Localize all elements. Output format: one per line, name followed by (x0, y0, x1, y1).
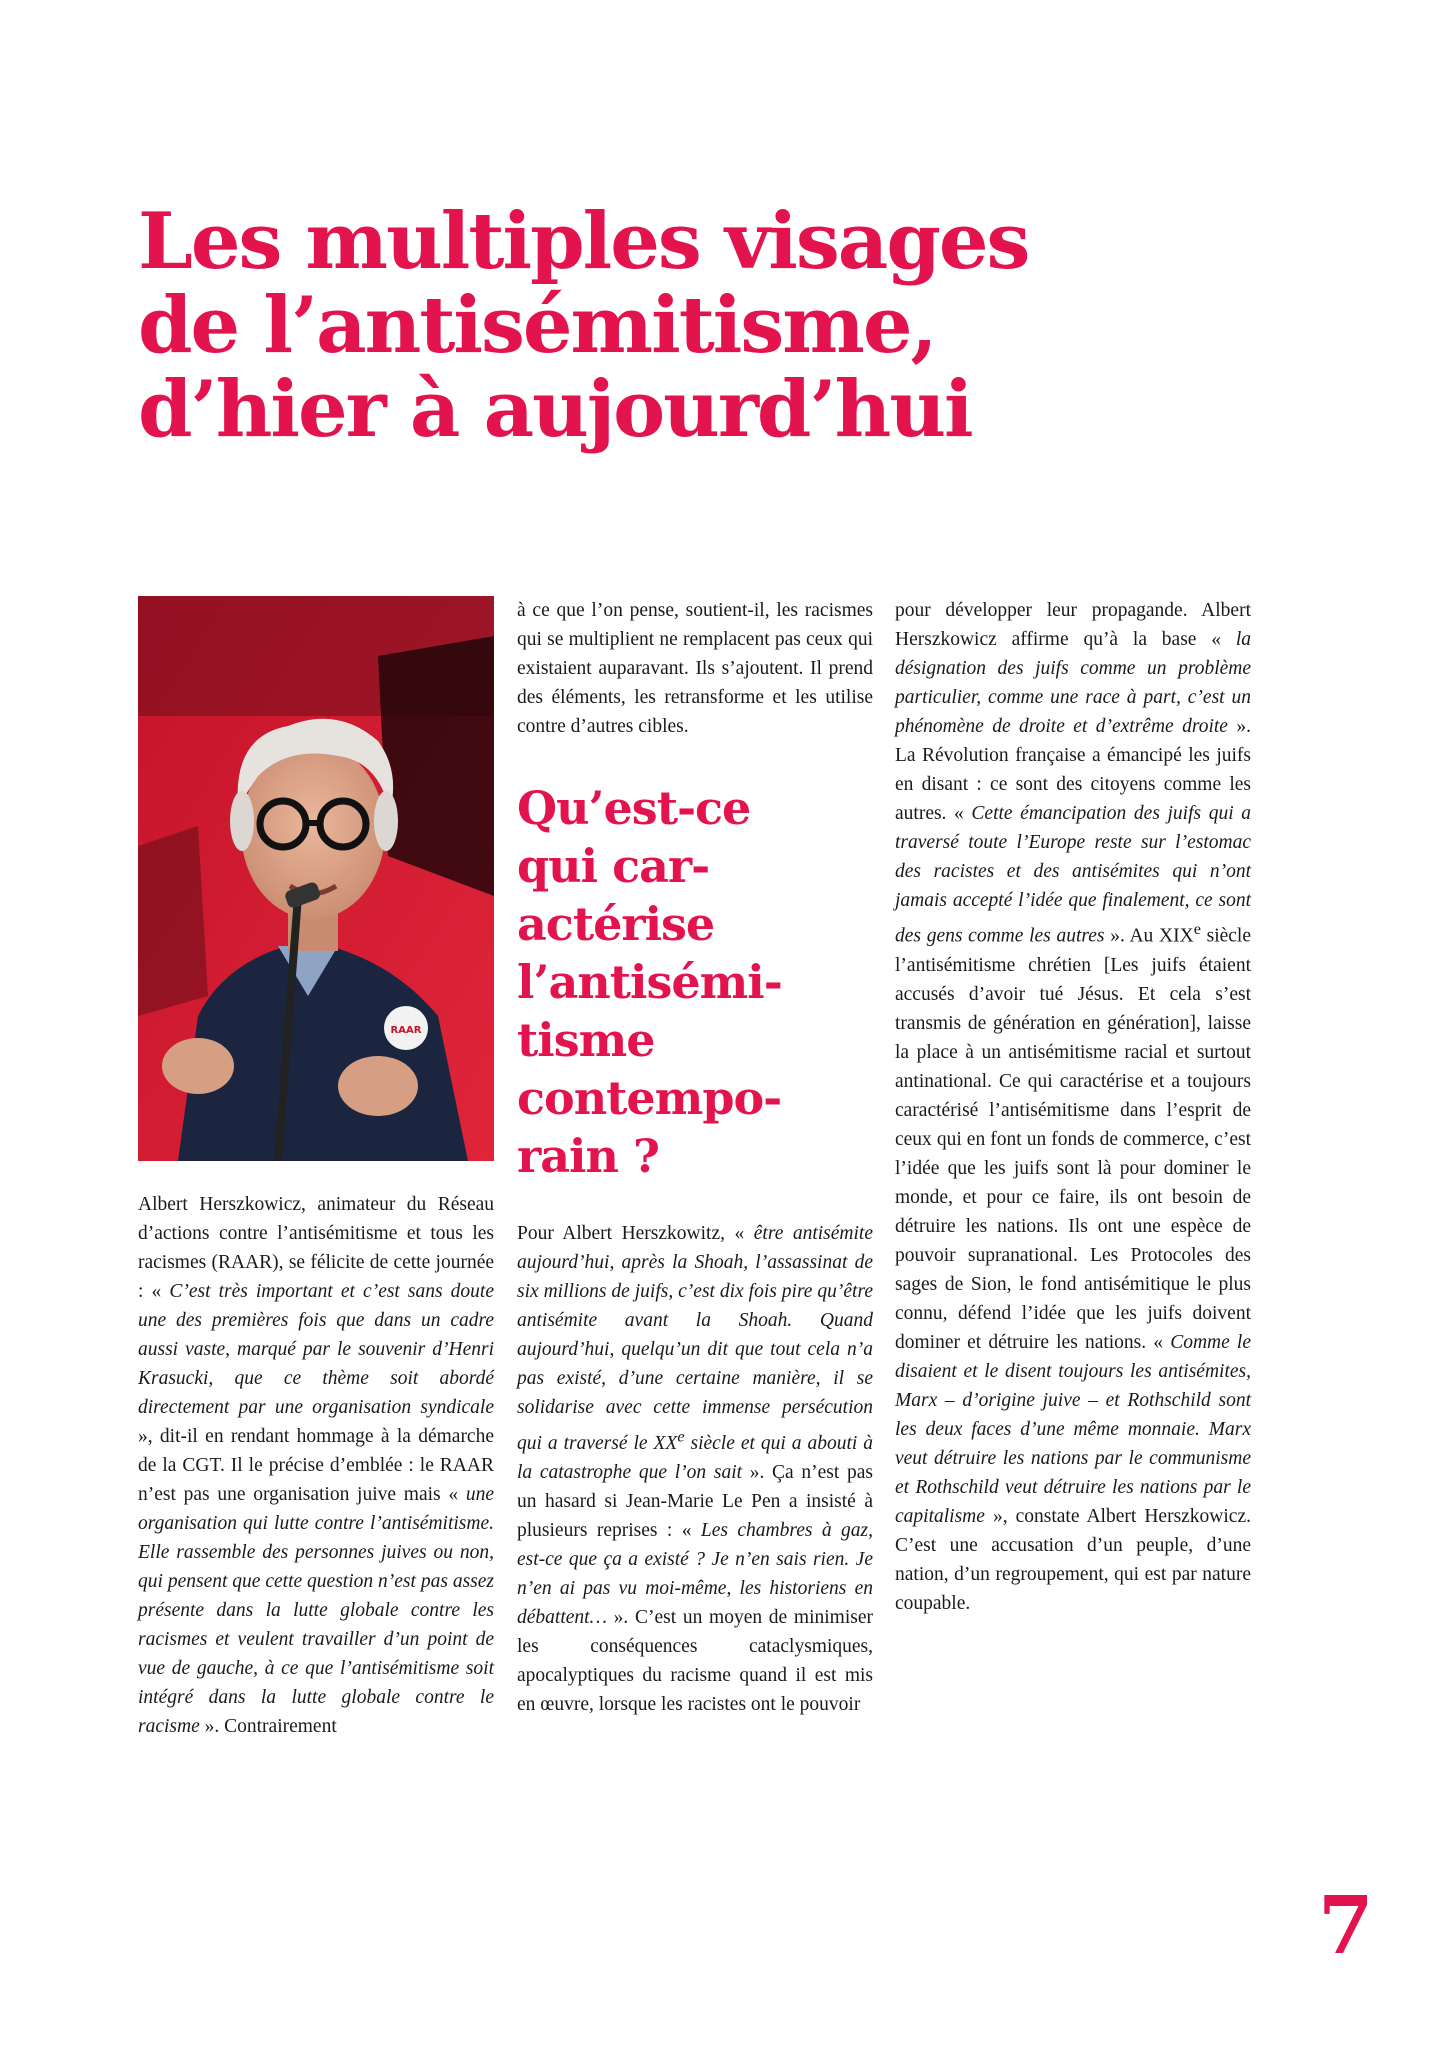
text-run: ». La Révolution française a émancipé les juifs en disant : ce sont des citoyens comme les autres. « (895, 716, 1251, 824)
article-column-1 (138, 1190, 494, 1741)
subheading-line: tisme (517, 1013, 655, 1067)
superscript: e (677, 1427, 685, 1445)
subheading-line: contempo- (517, 1071, 782, 1125)
article-title (138, 196, 1338, 455)
quote-run: C’est très important et c’est sans doute une des premières fois que dans un cadre aussi vaste, marqué par le souvenir d’Henri Krasucki, que ce thème soit abordé directement par une organisation syndicale (138, 1281, 495, 1418)
superscript: e (1193, 920, 1201, 938)
quote-run: Comme le disaient et le disent toujours les antisémites, Marx – d’origine juive – et Rothschild sont les deux faces d’une même monnaie. Marx veut détruire les nations par le communisme et Rothschild veut détruire les nations par le capitalisme (895, 1331, 1251, 1527)
quote-run: la désignation des juifs comme un problème particulier, comme une race à part, c’est un phénomène de droite et d’extrême droite (895, 629, 1251, 737)
badge-text: RAAR (390, 1025, 422, 1036)
quote-text: être antisémite aujourd’hui, après la Shoah, l’assassinat de six millions de juifs, c’est dix fois pire qu’être antisémite avant la Shoah. Quand aujourd’hui, quelqu’un dit que tout cela n’a pas existé, d’une certaine manière, il se solidarise avec cette immense persécution qui a traversé le XX (517, 1223, 873, 1454)
article-column-2 (517, 596, 873, 1719)
quote-run (517, 1223, 873, 1483)
text-run: ». C’est un moyen de minimiser les conséquences cataclysmiques, apocalyptiques du racisme quand il est mis en œuvre, lorsque les racistes ont le pouvoir (517, 1606, 873, 1715)
paragraph-body (517, 1219, 873, 1719)
subheading-line: rain ? (517, 1129, 659, 1183)
page-number: 7 (1318, 1878, 1374, 1972)
text-run: », dit-il en rendant hommage à la démarche de la CGT. Il le précise d’emblée : le RAAR n’est pas une organisation juive mais « (138, 1426, 494, 1505)
text-run: ». Au XIX (1104, 925, 1194, 947)
quote-run: Cette émancipation des juifs qui a traversé toute l’Europe reste sur l’estomac des racistes et des antisémites qui n’ont jamais accepté l’idée que finalement, ce sont des gens comme les autres (895, 803, 1251, 947)
title-line-3: d’hier à aujourd’hui (138, 364, 972, 455)
text-run: siècle l’antisémitisme chrétien [Les juifs étaient accusés d’avoir tué Jésus. Et cela s’est transmis de génération en génération], laisse la place à un antisémitisme racial et surtout antinational. Ce qui caractérise et a toujours caractérisé l’antisémitisme dans l’esprit de ceux qui en font un fonds de commerce, c’est l’idée que les juifs sont là pour dominer le monde, et pour ce faire, ils ont besoin de détruire les nations. Ils ont une espèce de pouvoir supranational. Les Protocoles des sages de Sion, le fond antisémitique le plus connu, défend l’idée que les juifs doivent dominer et détruire les nations. « (895, 925, 1252, 1353)
title-line-1: Les multiples visages (138, 196, 1029, 287)
speaker-photo (138, 596, 494, 1161)
subheading-line: qui car- (517, 839, 710, 893)
paragraph-body (895, 596, 1251, 1618)
subheading-line: l’antisémi- (517, 955, 782, 1009)
paragraph-continued: à ce que l’on pense, soutient-il, les racismes qui se multiplient ne remplacent pas ceux qui existaient auparavant. Ils s’ajoutent. Il prend des éléments, les retransforme et les utilise contre d’autres cibles. (517, 600, 873, 737)
quote-run: une organisation qui lutte contre l’antisémitisme. Elle rassemble des personnes juives ou non, qui pensent que cette question n’est pas assez présente dans la lutte globale contre les racismes et veulent travailler d’un point de vue de gauche, à ce que l’antisémitisme soit intégré dans la lutte globale contre le racisme (138, 1484, 494, 1737)
section-subheading (517, 779, 873, 1185)
text-run: ». Ça n’est pas un hasard si Jean-Marie Le Pen a insisté à plusieurs reprises : « (517, 1461, 873, 1541)
title-line-2: de l’antisémitisme, (138, 280, 936, 371)
article-column-3 (895, 596, 1251, 1618)
paragraph-intro (138, 1190, 494, 1741)
text-run: Pour Albert Herszkowitz, « (517, 1223, 754, 1244)
text-run: », constate Albert Herszkowicz. C’est une accusation d’un peuple, d’une nation, d’un regroupement, qui est par nature coupable. (895, 1505, 1251, 1614)
subheading-line: Qu’est-ce (517, 781, 751, 835)
text-run: pour développer leur propagande. Albert Herszkowicz affirme qu’à la base « (895, 600, 1251, 650)
subheading-line: actérise (517, 897, 715, 951)
text-run: Albert Herszkowicz, animateur du Réseau d’actions contre l’antisémitisme et tous les racismes (RAAR), se félicite de cette journée : « (138, 1194, 494, 1302)
text-run: ». Contrairement (199, 1716, 337, 1737)
quote-text: siècle et qui a abouti à la catastrophe que l’on sait (517, 1432, 874, 1483)
quote-run: Les chambres à gaz, est-ce que ça a existé ? Je n’en sais rien. Je n’en ai pas vu moi-même, les historiens en débattent… (517, 1519, 873, 1628)
